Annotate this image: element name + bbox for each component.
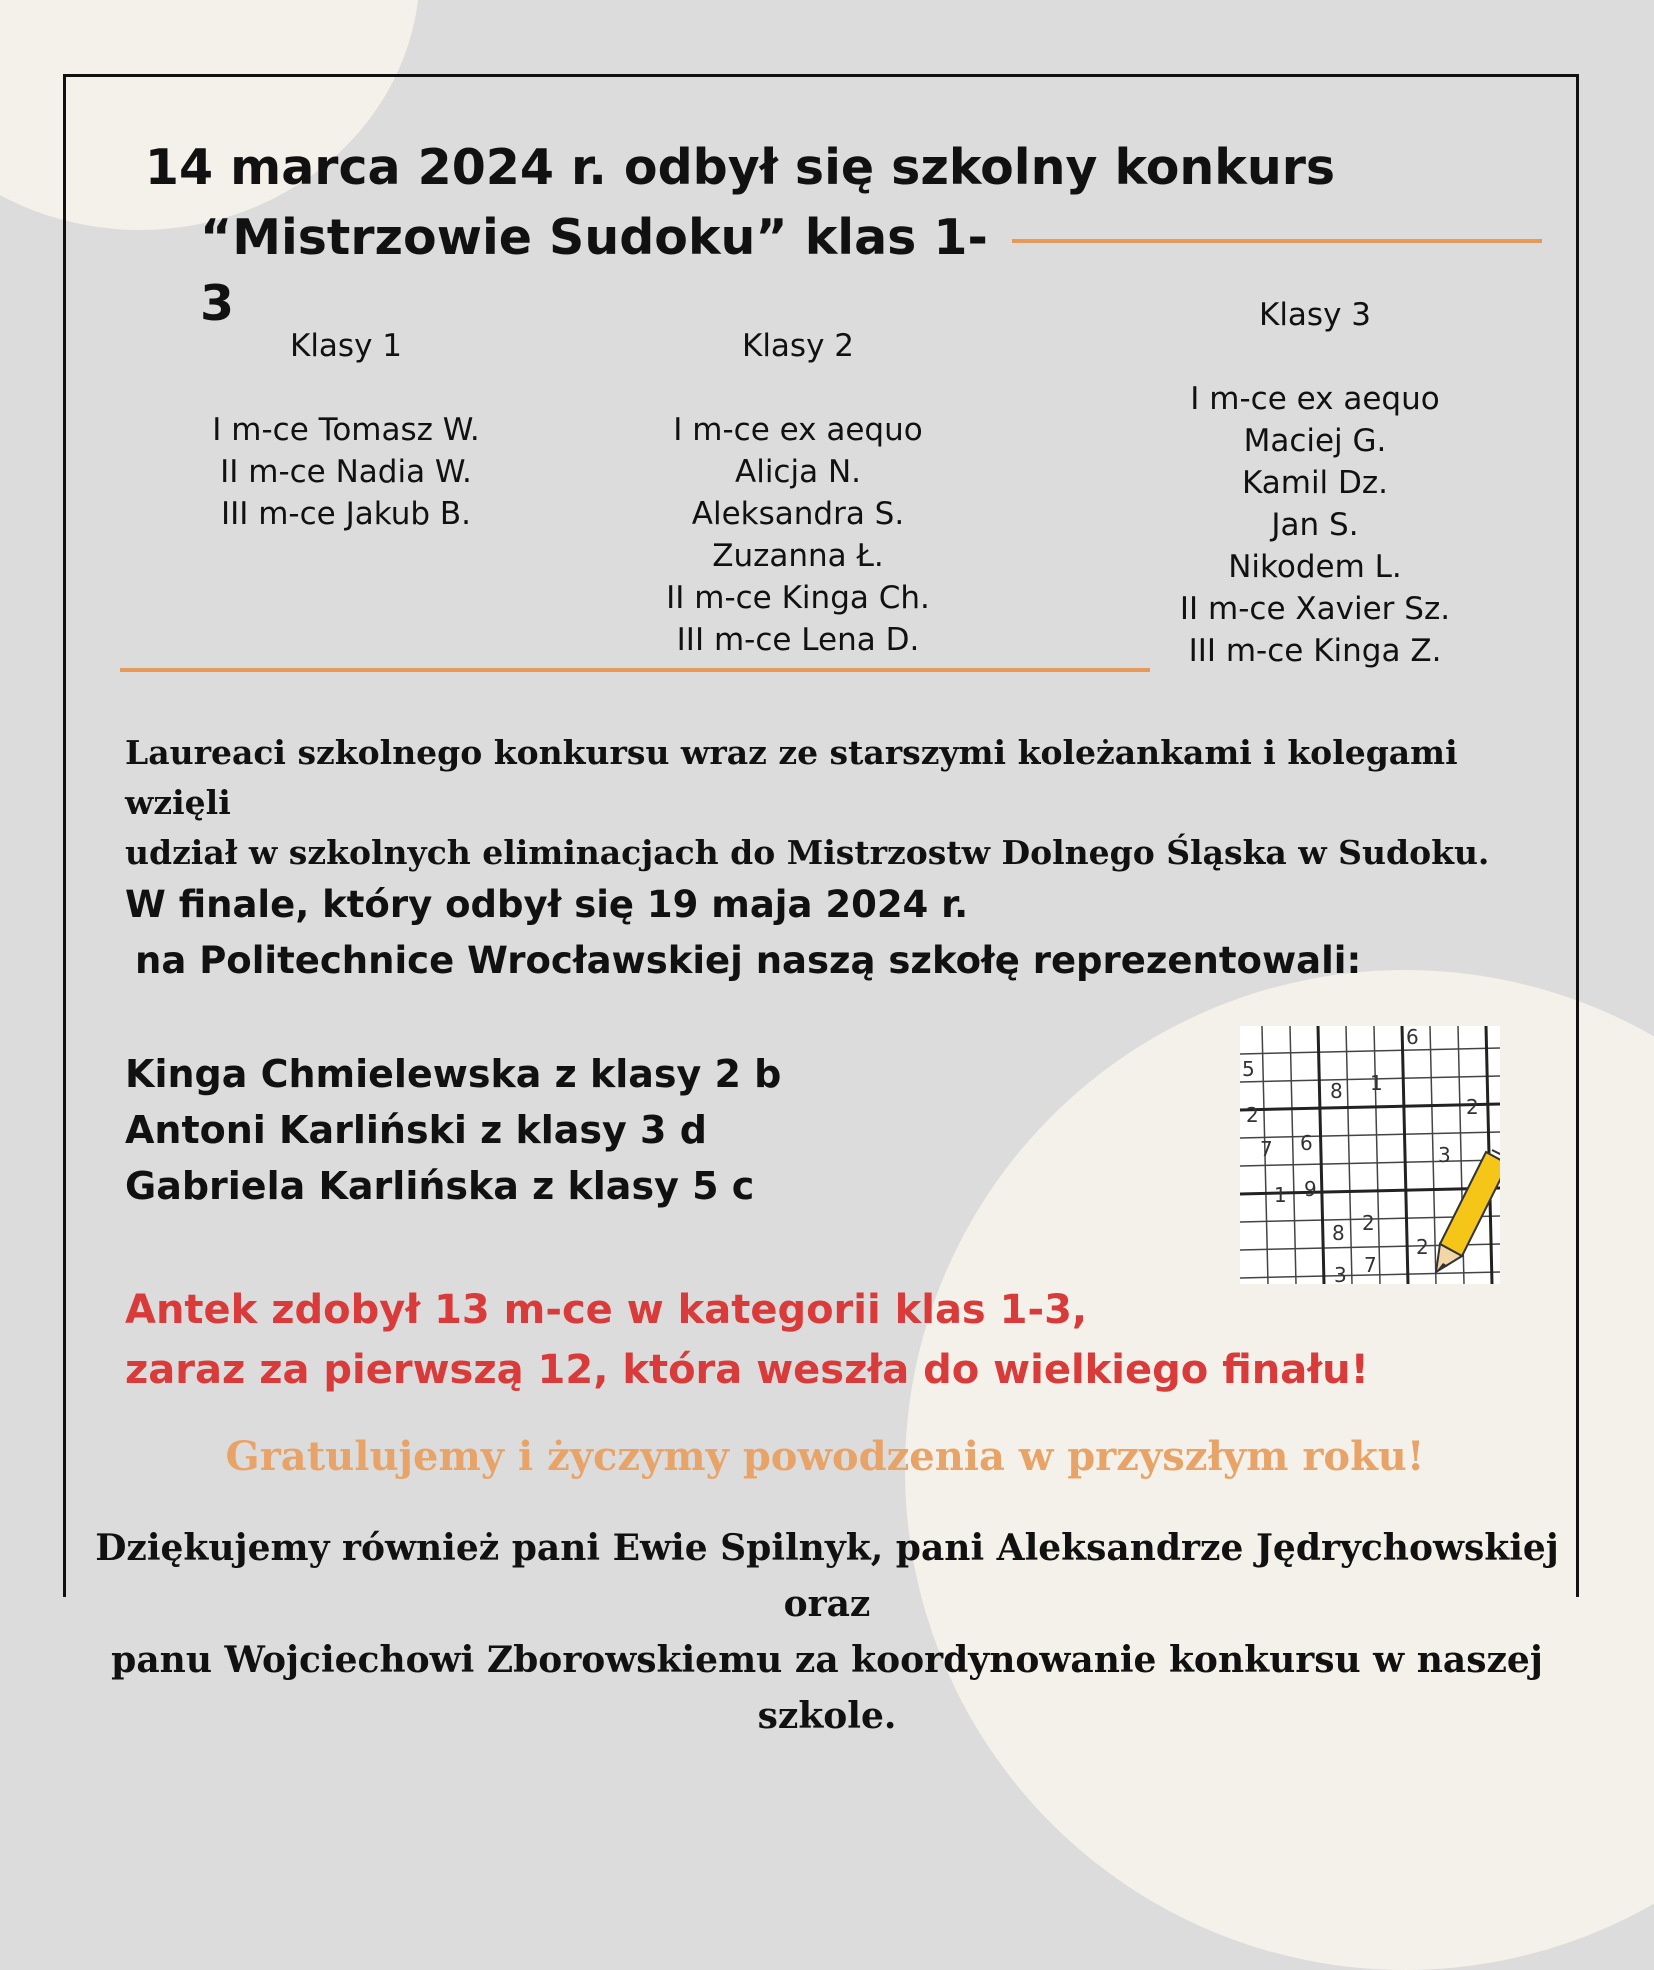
sudoku-digit: 6 bbox=[1300, 1131, 1313, 1155]
sudoku-digit: 2 bbox=[1246, 1103, 1259, 1127]
laureates-paragraph bbox=[125, 728, 1525, 878]
class-1-place: I m-ce Tomasz W. bbox=[212, 412, 480, 448]
sudoku-digit: 5 bbox=[1242, 1057, 1255, 1081]
sudoku-digit: 2 bbox=[1362, 1211, 1375, 1235]
class-3-place: III m-ce Kinga Z. bbox=[1188, 633, 1442, 669]
sudoku-digit: 6 bbox=[1406, 1026, 1419, 1049]
class-2-place: II m-ce Kinga Ch. bbox=[666, 580, 930, 616]
final-line-2: na Politechnice Wrocławskiej naszą szkołę reprezentowali: bbox=[135, 939, 1362, 982]
sudoku-digit: 2 bbox=[1416, 1235, 1429, 1259]
class-3-place: II m-ce Xavier Sz. bbox=[1179, 591, 1451, 627]
class-2-heading: Klasy 2 bbox=[741, 328, 854, 364]
class-3-name: Jan S. bbox=[1271, 507, 1359, 543]
sudoku-digit: 3 bbox=[1438, 1143, 1451, 1167]
congratulations-message: Gratulujemy i życzymy powodzenia w przyszłym roku! bbox=[225, 1433, 1425, 1480]
class-2-results bbox=[638, 325, 958, 661]
class-1-results bbox=[196, 325, 496, 535]
page-title-line-1: 14 marca 2024 r. odbył się szkolny konkurs bbox=[144, 139, 1336, 196]
sudoku-digit: 8 bbox=[1330, 1079, 1343, 1103]
class-2-name: Aleksandra S. bbox=[691, 496, 905, 532]
sudoku-pencil-illustration bbox=[1240, 1026, 1500, 1284]
sudoku-digit: 8 bbox=[1332, 1221, 1345, 1245]
representative: Kinga Chmielewska z klasy 2 b bbox=[125, 1052, 782, 1096]
result-announcement bbox=[125, 1280, 1525, 1400]
laureates-line-2: udział w szkolnych eliminacjach do Mistrzostw Dolnego Śląska w Sudoku. bbox=[125, 833, 1490, 872]
class-2-name: Zuzanna Ł. bbox=[712, 538, 884, 574]
laureates-line-1: Laureaci szkolnego konkursu wraz ze starszymi koleżankami i kolegami wzięli bbox=[125, 733, 1458, 822]
thanks-line-1: Dziękujemy również pani Ewie Spilnyk, pani Aleksandrze Jędrychowskiej oraz bbox=[95, 1527, 1559, 1625]
thanks-line-2: panu Wojciechowi Zborowskiemu za koordynowanie konkursu w naszej szkole. bbox=[111, 1639, 1543, 1737]
representative: Antoni Karliński z klasy 3 d bbox=[125, 1108, 707, 1152]
result-line-2: zaraz za pierwszą 12, która weszła do wielkiego finału! bbox=[125, 1347, 1369, 1393]
sudoku-digit: 3 bbox=[1334, 1263, 1347, 1284]
class-1-heading: Klasy 1 bbox=[289, 328, 402, 364]
class-2-name: Alicja N. bbox=[735, 454, 861, 490]
class-3-heading: Klasy 3 bbox=[1258, 297, 1371, 333]
title-divider bbox=[1012, 239, 1542, 243]
page-title-line-2: “Mistrzowie Sudoku” klas 1-3 bbox=[200, 209, 988, 332]
thanks-paragraph bbox=[60, 1520, 1594, 1744]
final-line-1: W finale, który odbył się 19 maja 2024 r. bbox=[125, 883, 969, 926]
class-3-name: Nikodem L. bbox=[1228, 549, 1402, 585]
class-1-place: III m-ce Jakub B. bbox=[220, 496, 472, 532]
class-1-place: II m-ce Nadia W. bbox=[220, 454, 472, 490]
sudoku-digit: 1 bbox=[1274, 1183, 1287, 1207]
class-3-place: I m-ce ex aequo bbox=[1190, 381, 1440, 417]
sudoku-digit: 9 bbox=[1304, 1177, 1317, 1201]
class-2-place: I m-ce ex aequo bbox=[673, 412, 923, 448]
class-3-results bbox=[1160, 294, 1470, 672]
result-line-1: Antek zdobył 13 m-ce w kategorii klas 1-3, bbox=[125, 1287, 1088, 1333]
sudoku-digit: 7 bbox=[1364, 1253, 1377, 1277]
class-3-name: Kamil Dz. bbox=[1241, 465, 1389, 501]
sudoku-grid-icon bbox=[1240, 1026, 1500, 1284]
sudoku-digit: 7 bbox=[1260, 1137, 1273, 1161]
class-3-name: Maciej G. bbox=[1243, 423, 1387, 459]
final-paragraph bbox=[125, 877, 1525, 989]
representatives-list bbox=[125, 1046, 1025, 1214]
representative: Gabriela Karlińska z klasy 5 c bbox=[125, 1164, 755, 1208]
results-divider bbox=[120, 668, 1150, 672]
class-2-place: III m-ce Lena D. bbox=[676, 622, 920, 658]
sudoku-digit: 1 bbox=[1370, 1071, 1383, 1095]
sudoku-digit: 2 bbox=[1466, 1095, 1479, 1119]
